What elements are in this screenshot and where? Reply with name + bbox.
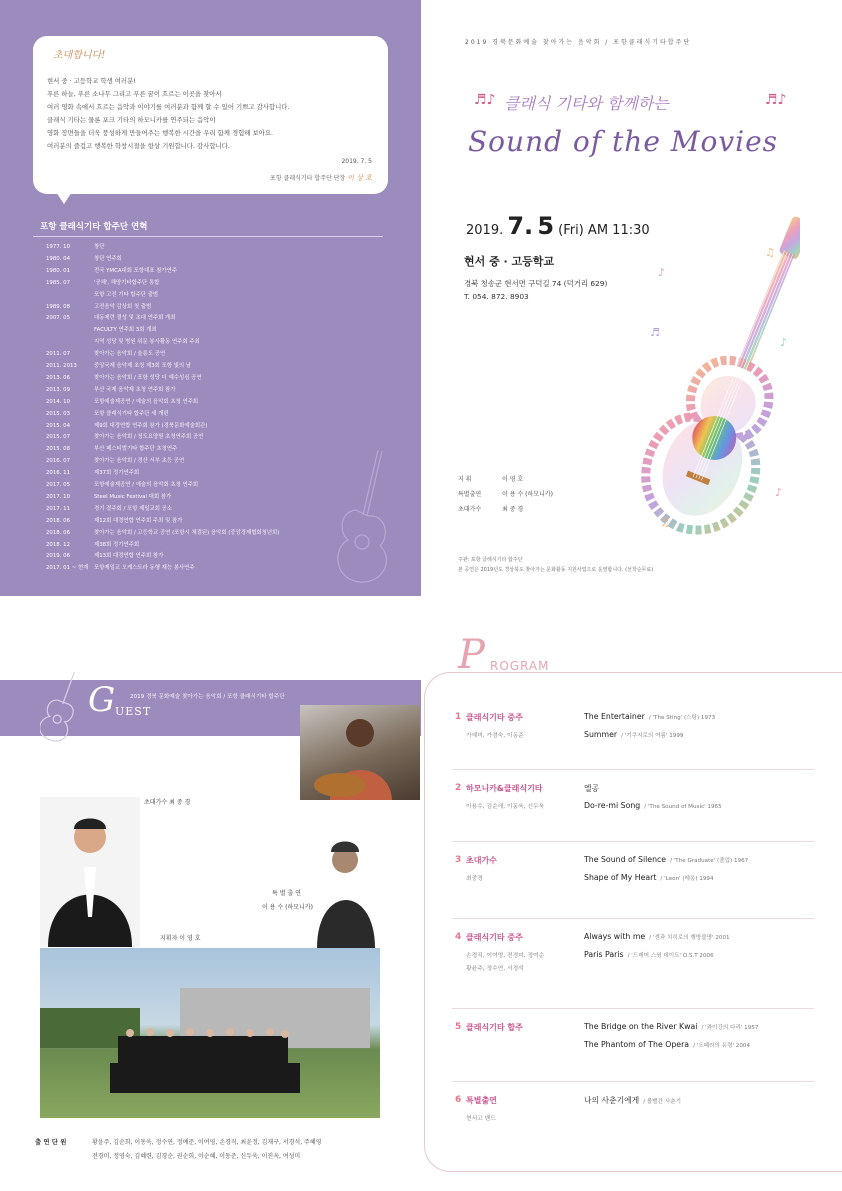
bubble-tail: [56, 192, 72, 204]
program-song: [584, 801, 722, 810]
greeting-line: 영화 장면들을 더욱 풍성하게 만들어주는 행복한 시간을 우리 함께 경험해 보아요.: [47, 129, 274, 137]
history-row: [46, 254, 122, 262]
program-category: 클래식기타 합주: [466, 1023, 523, 1032]
music-note-icon: ♬♪: [765, 92, 787, 108]
credit-role: 특별출연: [458, 491, 482, 498]
program-category: 하모니카&클래식기타: [466, 784, 543, 793]
history-date: 2019. 06: [46, 553, 71, 560]
program-initial: P: [458, 632, 485, 678]
divider: [33, 236, 383, 237]
history-date: 2014. 10: [46, 398, 71, 405]
guest-word: UEST: [115, 705, 152, 718]
history-date: 2018. 06: [46, 517, 71, 524]
program-number: 3: [455, 855, 462, 865]
song-title: The Sound of Silence: [584, 855, 667, 864]
song-title: 나의 사춘기에게: [584, 1096, 640, 1105]
program-performers: 가예미, 가경숙, 이동준: [466, 733, 524, 739]
history-date: 2015. 07: [46, 434, 71, 441]
history-text: 포항 고전 기타 합주단 출범: [94, 291, 159, 298]
special-caption: 특 별 출 연: [272, 890, 301, 897]
history-text: 제13회 대경연합 연주회 참가: [94, 553, 164, 560]
program-divider: [452, 1008, 814, 1009]
credit-name: 이 영 호: [502, 476, 524, 483]
history-row: [46, 337, 200, 345]
harmonica-player-photo: [305, 820, 380, 948]
svg-text:♬: ♬: [650, 326, 660, 339]
greeting-date: 2019. 7. 5: [341, 158, 372, 165]
svg-text:♪: ♪: [658, 266, 666, 279]
history-row: [46, 444, 177, 452]
program-song: [584, 950, 714, 959]
history-text: 부산 페스티벌기타 합주단 초청연주: [94, 446, 178, 453]
history-date: 2011. 07: [46, 351, 71, 358]
history-row: [46, 242, 104, 250]
greeting-heading: 초대합니다!: [53, 50, 106, 61]
song-title: The Entertainer: [584, 712, 645, 721]
program-number: 5: [455, 1022, 462, 1032]
history-date: 2011. 2013: [46, 363, 77, 369]
svg-text:♫: ♫: [765, 246, 775, 259]
history-text: 경기 결주회 / 포항 제일교회 공소: [94, 505, 173, 512]
program-word: ROGRAM: [490, 659, 550, 673]
history-text: 전국 YMCA대회 포항대표 참가연주: [94, 267, 178, 274]
signature-name: 이 상 호: [347, 174, 372, 182]
guest-initial: G: [88, 680, 116, 720]
venue: 현서 중 · 고등학교: [464, 255, 555, 268]
history-row: [46, 361, 191, 369]
program-song: [584, 1040, 750, 1049]
program-performers: 현서고 밴드: [466, 1116, 496, 1122]
date-year: 2019.: [466, 223, 504, 238]
special-name: 이 용 수 (하모니카): [262, 904, 313, 911]
program-song: [584, 1095, 681, 1106]
song-title: The Phantom of The Opera: [584, 1039, 690, 1049]
history-date: 2013. 06: [46, 374, 71, 381]
svg-text:♪: ♪: [775, 486, 783, 499]
history-title: 포항 클래식기타 합주단 연혁: [40, 222, 148, 232]
series-header: 2019 경북문화예술 찾아가는 음악회 / 포항클래식기타합주단: [465, 39, 692, 46]
history-text: 찾아가는 음악회 / 경산 서부 초등 공연: [94, 458, 185, 465]
song-title: Shape of My Heart: [584, 872, 657, 882]
concert-date: [466, 212, 650, 240]
history-row: [46, 480, 198, 488]
song-source: / '오페라의 유령' 2004: [693, 1042, 751, 1049]
greeting-line: 푸른 하늘, 푸른 소나무 그리고 푸른 꿈이 흐르는 이곳을 찾아서: [47, 90, 222, 98]
title-korean: 클래식 기타와 함께하는: [504, 94, 669, 113]
program-category: 클래식기타 중주: [466, 713, 523, 722]
history-row: [46, 397, 198, 405]
history-date: 2007. 05: [46, 315, 71, 322]
history-row: [46, 325, 157, 333]
address: 경북 청송군 현서면 구덕길 74 (덕거리 629): [464, 279, 608, 288]
song-title: Do-re-mi Song: [584, 800, 641, 810]
song-source: / '기쿠지로의 여름' 1999: [621, 732, 684, 739]
history-date: 2016. 11: [46, 470, 71, 477]
song-title: Paris Paris: [584, 949, 624, 959]
program-divider: [452, 841, 814, 842]
title-english: Sound of the Movies: [468, 125, 779, 158]
history-text: 제38회 정기연주회: [94, 541, 140, 548]
program-divider: [452, 769, 814, 770]
telephone: T. 054. 872. 8903: [464, 292, 529, 301]
program-performers: 황윤주, 정수연, 서경석: [466, 966, 524, 972]
history-text: 포항예술제공연 / 예술의 음악회 초청 연주회: [94, 398, 199, 405]
history-text: 창단 연주회: [94, 255, 122, 262]
program-performers: 손경직, 이여영, 전경미, 정여순: [466, 953, 545, 959]
music-note-icon: ♬♪: [474, 92, 496, 108]
history-date: 2015. 03: [46, 410, 71, 417]
credit-name: 이 용 수 (하모니카): [502, 491, 553, 498]
history-row: [46, 421, 207, 429]
history-row: [46, 409, 169, 417]
history-date: 1980. 04: [46, 255, 71, 262]
program-performers: 이용수, 김순애, 이동욱, 신두욱: [466, 804, 545, 810]
song-title: The Bridge on the River Kwai: [584, 1022, 698, 1031]
history-date: 1980. 01: [46, 267, 71, 274]
song-source: / 'The Sting' (스팅) 1973: [648, 715, 716, 721]
history-row: [46, 373, 202, 381]
roster-line: 전경미, 정영숙, 김혜련, 김경순, 권순희, 이순혜, 이동준, 신두욱, 이진옥, 여성미: [92, 1153, 301, 1160]
history-row: [46, 563, 195, 571]
history-text: 포항예술제공연 / 예술의 음악회 초청 연주회: [94, 482, 199, 488]
song-source: / 볼빨간 사춘기: [643, 1099, 682, 1105]
history-text: 중앙국제 음악제 초청 제3회 포항 빛의 날: [94, 363, 192, 369]
history-row: [46, 468, 139, 476]
history-date: 2018. 06: [46, 529, 71, 536]
program-category: 클래식기타 중주: [466, 933, 523, 942]
svg-text:♫: ♫: [660, 516, 670, 529]
history-row: [46, 266, 177, 274]
history-text: 찾아가는 음악회 / 포항 성당 더 예수성심 공연: [94, 374, 202, 381]
greeting-line: 클래식 기타는 물론 포크 기타의 하모니카를 연주되는 음악이: [47, 116, 216, 124]
credit-row: [458, 504, 523, 513]
roster-label: 출 연 단 원: [35, 1138, 67, 1146]
history-row: [46, 385, 175, 393]
signature-label: 포항 클래식기타 합주단 단장: [270, 175, 346, 182]
history-text: 포항 클래식기타 합주단 새 개편: [94, 410, 169, 417]
history-date: 2017. 10: [46, 493, 71, 500]
history-text: 지역 성당 및 병원 위문 봉사활동 연주회 주최: [94, 339, 200, 346]
history-text: 부산 국제 음악제 초청 연주회 참가: [94, 386, 176, 393]
history-row: [46, 290, 158, 298]
singer-photo: [300, 705, 420, 800]
program-category: 초대가수: [466, 856, 497, 865]
date-month: 7.: [507, 212, 534, 240]
program-song: [584, 855, 748, 864]
history-row: [46, 504, 172, 512]
history-date: 2015. 08: [46, 446, 71, 453]
history-text: 제9회 대경연합 연주회 참가 (경북문화예술회관): [94, 422, 208, 429]
host-note: 본 공연은 2019년도 경상북도 찾아가는 문화활동 지원사업으로 운영합니다. (선착순무료): [458, 567, 654, 573]
history-row: [46, 492, 171, 500]
history-text: 찾아가는 음악회 / 청도요양원 초청연주회 공연: [94, 434, 204, 441]
svg-text:♪: ♪: [780, 336, 788, 349]
history-text: 찾아가는 음악회 / 고등학교 공연 (포항시 체결된) 음악회 (중앙경제협회청년회): [94, 529, 280, 536]
history-text: 창단: [94, 244, 105, 250]
history-row: [46, 516, 182, 524]
history-date: 1985. 07: [46, 279, 71, 286]
program-performers: 최중경: [466, 876, 483, 882]
history-row: [46, 528, 279, 536]
history-text: 찾아가는 음악회 / 울릉도 공연: [94, 351, 166, 358]
program-song: [584, 712, 715, 721]
history-row: [46, 540, 139, 548]
program-song: [584, 873, 714, 882]
guitar-illustration: [640, 196, 800, 566]
program-number: 2: [455, 783, 462, 793]
greeting-line: 여러 영화 속에서 흐르는 음악과 이야기를 여러분과 함께 할 수 있어 기쁘고 감사합니다.: [47, 103, 290, 111]
singer-caption: 초대가수 최 중 경: [144, 799, 191, 806]
song-title: Always with me: [584, 932, 646, 941]
history-row: [46, 551, 163, 559]
roster-line: 황윤주, 김순희, 이동욱, 정수연, 정예준, 이여영, 손경직, 최윤정, 김재구, 서경석, 주혜영: [92, 1139, 322, 1146]
group-photo: [40, 948, 380, 1118]
song-source: / '콰이강의 다리' 1957: [701, 1025, 759, 1031]
history-text: 제12회 대경연합 연주회 주최 및 참가: [94, 517, 183, 524]
credit-row: [458, 489, 553, 498]
history-text: 포항제일교 오케스트라 동행 재능 봉사연주: [94, 565, 195, 572]
program-song: [584, 932, 730, 941]
history-row: [46, 349, 165, 357]
history-date: 1989. 08: [46, 303, 71, 310]
history-row: [46, 432, 203, 440]
conductor-caption: 지휘자 이 영 호: [160, 935, 201, 942]
history-text: 제37회 정기연주회: [94, 470, 140, 477]
history-date: 2016. 07: [46, 458, 71, 465]
program-divider: [452, 918, 814, 919]
program-number: 4: [455, 932, 462, 942]
guitar-watermark: [40, 668, 84, 744]
greeting-line: 여러분의 즐겁고 행복한 학창시절을 항상 기원합니다. 감사합니다.: [47, 142, 230, 150]
song-source: / 'The Graduate' (졸업) 1967: [670, 858, 749, 864]
history-date: 2013. 09: [46, 386, 71, 393]
guest-subtitle: 2019 경북 문화예술 찾아가는 음악회 / 포항 클래식기타 합주단: [130, 694, 285, 700]
program-category: 특별출연: [466, 1096, 497, 1105]
song-source: / '드레머 스윙 데이트' O.S.T 2006: [627, 952, 714, 959]
program-song: [584, 1022, 758, 1031]
song-title: 엘공: [584, 784, 600, 793]
history-row: [46, 278, 159, 286]
history-date: 2017. 01 ~ 현재: [46, 565, 89, 572]
program-song: [584, 730, 683, 739]
history-date: 2017. 05: [46, 482, 71, 488]
history-date: 2018. 12: [46, 541, 71, 548]
greeting-signature: [270, 173, 372, 183]
greeting-line: 현서 중 · 고등학교 학생 여러분!: [47, 77, 136, 85]
history-text: '공해', 해양기타합주단 통합: [94, 279, 160, 286]
guitar-watermark: [318, 440, 408, 590]
song-source: / 'The Sound of Music' 1965: [644, 803, 722, 810]
history-row: [46, 302, 151, 310]
history-text: FACULTY 연주회 3회 개최: [94, 327, 157, 334]
history-row: [46, 456, 184, 464]
song-source: / '센과 치히로의 행방불명' 2001: [649, 935, 730, 941]
song-title: Summer: [584, 729, 618, 739]
credit-role: 초대가수: [458, 506, 482, 513]
program-divider: [452, 1081, 814, 1082]
program-number: 6: [455, 1095, 462, 1105]
credit-role: 지 휘: [458, 476, 472, 483]
history-text: 대동제련 결성 및 초대 연주회 개최: [94, 315, 176, 322]
history-text: 고전음악 감상회 첫 출범: [94, 303, 152, 310]
greeting-bubble: [33, 36, 388, 194]
date-time: (Fri) AM 11:30: [558, 223, 650, 238]
song-source: / 'Leon' (레옹) 1994: [660, 875, 714, 882]
credit-row: [458, 474, 523, 483]
conductor-photo: [40, 797, 140, 947]
history-date: 1977. 10: [46, 244, 71, 250]
history-text: Steel Music Festival 대회 참가: [94, 493, 172, 500]
host-note: 주관: 포항 클래식기타 합주단: [458, 557, 523, 563]
program-number: 1: [455, 712, 462, 722]
history-date: 2015. 04: [46, 422, 71, 429]
history-date: 2017. 11: [46, 505, 71, 512]
credit-name: 최 중 경: [502, 506, 524, 513]
program-song: [584, 783, 603, 794]
date-day: 5: [537, 212, 555, 240]
history-row: [46, 313, 175, 321]
